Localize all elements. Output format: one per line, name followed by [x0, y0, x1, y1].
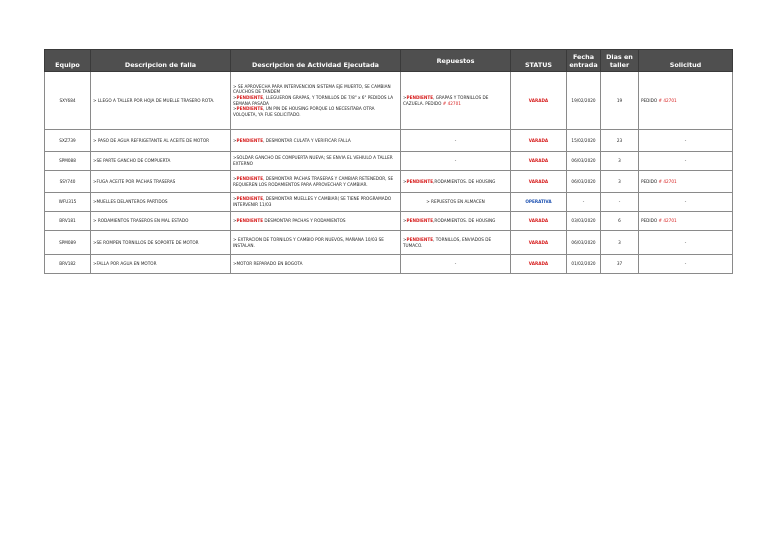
repuestos-text: > REPUESTOS EN ALMACEN: [426, 199, 485, 205]
status-badge: VARADA: [511, 171, 567, 193]
solicitud-text: -: [684, 137, 687, 143]
cell-equipo: SXY684: [45, 72, 91, 130]
cell-repuestos: [401, 212, 511, 231]
repuestos-text: , TORNILLOS, ENVIADOS DE TUMACO.: [403, 236, 492, 248]
cell-solicitud: [639, 72, 733, 130]
actividad-prefix: >: [233, 218, 237, 224]
repuestos-text: , GRAPAS Y TORNILLOS DE CAZUELA. PEDIDO: [403, 94, 489, 106]
solicitud-text: -: [684, 199, 687, 205]
repuestos-text: -: [454, 137, 457, 143]
status-badge: VARADA: [511, 152, 567, 171]
table-row: [45, 231, 733, 255]
repuestos-text: ,RODAMIENTOS. DE HOUSING: [433, 218, 496, 224]
cell-equipo: SPM088: [45, 152, 91, 171]
cell-solicitud: [639, 130, 733, 152]
cell-dias: 3: [601, 152, 639, 171]
cell-solicitud: [639, 212, 733, 231]
pendiente-label: PENDIENTE: [236, 218, 264, 224]
actividad-prefix: >: [233, 106, 237, 112]
actividad-text: SOLDAR GANCHO DE COMPUERTA NUEVA; SE ENVIA EL VEHIULO A TALLER EXTERNO: [233, 155, 393, 166]
status-badge: OPERATIVA: [511, 193, 567, 212]
cell-falla: >SE PARTE GANCHO DE COMPUERTA: [91, 152, 231, 171]
solicitud-text: PEDIDO: [641, 218, 659, 224]
cell-solicitud: [639, 152, 733, 171]
status-badge: VARADA: [511, 72, 567, 130]
cell-actividad: [231, 212, 401, 231]
cell-dias: 6: [601, 212, 639, 231]
table-row: [45, 152, 733, 171]
cell-solicitud: [639, 255, 733, 274]
cell-repuestos: [401, 72, 511, 130]
repuestos-text: ,RODAMIENTOS. DE HOUSING: [433, 178, 496, 184]
cell-equipo: WFU315: [45, 193, 91, 212]
cell-solicitud: [639, 193, 733, 212]
actividad-prefix: >: [233, 196, 237, 202]
actividad-line: [233, 261, 398, 267]
cell-falla: > RODAMIENTOS TRASEROS EN MAL ESTADO: [91, 212, 231, 231]
repuestos-prefix: >: [403, 236, 407, 242]
header-fecha: Fecha entrada: [567, 50, 601, 72]
actividad-prefix: >: [233, 175, 237, 181]
repuestos-prefix: >: [403, 94, 407, 100]
cell-repuestos: [401, 171, 511, 193]
actividad-text: , DESMONTAR CULATA Y VERIFICAR FALLA: [263, 137, 351, 143]
solicitud-text: PEDIDO: [641, 178, 659, 184]
pendiente-label: PENDIENTE: [236, 196, 264, 202]
cell-solicitud: [639, 171, 733, 193]
cell-falla: >FUGA ACEITE POR PACHAS TRASERAS: [91, 171, 231, 193]
repuestos-text: -: [454, 261, 457, 267]
actividad-text: , DESMONTAR MUELLES Y CAMBIAR( SE TIENE PROGRAMADO INTERVENIR 11/03: [233, 196, 392, 207]
pendiente-label: PENDIENTE: [236, 106, 264, 112]
pedido-ref: # 42701: [658, 178, 677, 184]
cell-actividad: [231, 130, 401, 152]
actividad-text: EXTRACION DE TORNILOS Y CAMBIO POR NUEVOS, MAÑANA 10/03 SE INSTALAN.: [233, 236, 384, 248]
cell-fecha: 06/03/2020: [567, 152, 601, 171]
cell-fecha: 06/03/2020: [567, 231, 601, 255]
cell-solicitud: [639, 231, 733, 255]
repuestos-prefix: >: [403, 178, 407, 184]
cell-repuestos: [401, 152, 511, 171]
actividad-line: [233, 155, 398, 166]
cell-actividad: [231, 193, 401, 212]
pendiente-label: PENDIENTE: [236, 137, 264, 143]
cell-fecha: 19/02/2020: [567, 72, 601, 130]
cell-falla: >FALLA POR AGUA EN MOTOR: [91, 255, 231, 274]
table-body: [45, 72, 733, 274]
cell-dias: 3: [601, 171, 639, 193]
cell-falla: > PASO DE AGUA REFRIGETANTE AL ACEITE DE MOTOR: [91, 130, 231, 152]
actividad-text: DESMONTAR PACHAS Y RODAMIENTOS: [263, 218, 346, 224]
pedido-ref: # 42701: [442, 100, 461, 106]
cell-falla: >MUELLES DELANTEROS PARTIDOS: [91, 193, 231, 212]
pendiente-label: PENDIENTE: [236, 94, 264, 100]
cell-repuestos: [401, 255, 511, 274]
cell-dias: -: [601, 193, 639, 212]
actividad-line: [233, 237, 398, 248]
cell-dias: 23: [601, 130, 639, 152]
pendiente-label: PENDIENTE: [406, 94, 434, 100]
header-solicitud: Solicitud: [639, 50, 733, 72]
actividad-prefix: >: [233, 236, 237, 242]
actividad-prefix: >: [233, 83, 237, 89]
cell-equipo: BRV181: [45, 212, 91, 231]
cell-fecha: 15/02/2020: [567, 130, 601, 152]
header-dias: Dias en taller: [601, 50, 639, 72]
cell-equipo: SSY740: [45, 171, 91, 193]
actividad-line: [233, 138, 398, 144]
cell-fecha: -: [567, 193, 601, 212]
header-falla: Descripcion de falla: [91, 50, 231, 72]
status-badge: VARADA: [511, 212, 567, 231]
cell-actividad: [231, 171, 401, 193]
cell-dias: 37: [601, 255, 639, 274]
cell-actividad: [231, 72, 401, 130]
repuestos-text: -: [454, 158, 457, 164]
pedido-ref: # 42701: [658, 97, 677, 103]
pedido-ref: # 42701: [658, 218, 677, 224]
maintenance-table: [44, 49, 733, 274]
actividad-text: , UN PIN DE HOUSING PORQUE LO NECESITABA OTRA VOLQUETA, YA FUE SOLICITADO.: [233, 106, 375, 117]
solicitud-text: -: [684, 158, 687, 164]
cell-fecha: 06/03/2020: [567, 171, 601, 193]
cell-falla: >SE ROMPEN TORNILLOS DE SOPORTE DE MOTOR: [91, 231, 231, 255]
table-row: [45, 171, 733, 193]
cell-equipo: BRV182: [45, 255, 91, 274]
actividad-line: [233, 106, 398, 117]
actividad-text: MOTOR REPARADO EN BOGOTA: [236, 261, 303, 267]
table-row: [45, 212, 733, 231]
cell-actividad: [231, 231, 401, 255]
cell-fecha: 01/02/2020: [567, 255, 601, 274]
solicitud-text: -: [684, 239, 687, 245]
solicitud-text: PEDIDO: [641, 97, 659, 103]
actividad-line: [233, 218, 398, 224]
cell-falla: > LLEGO A TALLER POR HOJA DE MUELLE TRASERO ROTA.: [91, 72, 231, 130]
status-badge: VARADA: [511, 255, 567, 274]
cell-repuestos: [401, 231, 511, 255]
cell-dias: 19: [601, 72, 639, 130]
actividad-text: , LLEGUERON GRAPAS, Y TORNILLOS DE 7/8" x 6" PEDIDOS LA SEMANA PASADA: [233, 94, 394, 106]
cell-actividad: [231, 152, 401, 171]
table-row: [45, 130, 733, 152]
pendiente-label: PENDIENTE: [236, 175, 264, 181]
header-repuestos: Repuestos: [401, 50, 511, 72]
cell-equipo: SXZ739: [45, 130, 91, 152]
actividad-prefix: >: [233, 261, 237, 267]
actividad-line: [233, 95, 398, 106]
pendiente-label: PENDIENTE: [406, 218, 434, 224]
header-status: STATUS: [511, 50, 567, 72]
solicitud-text: -: [684, 261, 687, 267]
table-row: [45, 193, 733, 212]
repuestos-prefix: >: [403, 218, 407, 224]
cell-actividad: [231, 255, 401, 274]
cell-dias: 3: [601, 231, 639, 255]
status-badge: VARADA: [511, 130, 567, 152]
actividad-prefix: >: [233, 137, 237, 143]
actividad-line: [233, 196, 398, 207]
status-badge: VARADA: [511, 231, 567, 255]
cell-repuestos: [401, 130, 511, 152]
actividad-text: SE APROVECHA PARA INTERVENCION SISTEMA EJE MUERTO, SE CAMBIAN CAUCHOS DE TANDEM: [233, 83, 391, 95]
header-row: [45, 50, 733, 72]
table-row: [45, 255, 733, 274]
actividad-line: [233, 176, 398, 187]
actividad-prefix: >: [233, 94, 237, 100]
actividad-prefix: >: [233, 155, 237, 161]
table-row: [45, 72, 733, 130]
pendiente-label: PENDIENTE: [406, 178, 434, 184]
cell-equipo: SPM089: [45, 231, 91, 255]
actividad-text: , DESMONTAR PACHAS TRASERAS Y CAMBIAR RETENEDOR, SE REQUIEREN LOS RODAMIENTOS PARA APROVECHAR Y CAMBIAR.: [233, 175, 394, 187]
header-actividad: Descripcion de Actividad Ejecutada: [231, 50, 401, 72]
cell-fecha: 03/03/2020: [567, 212, 601, 231]
header-equipo: Equipo: [45, 50, 91, 72]
pendiente-label: PENDIENTE: [406, 236, 434, 242]
cell-repuestos: [401, 193, 511, 212]
actividad-line: [233, 84, 398, 95]
